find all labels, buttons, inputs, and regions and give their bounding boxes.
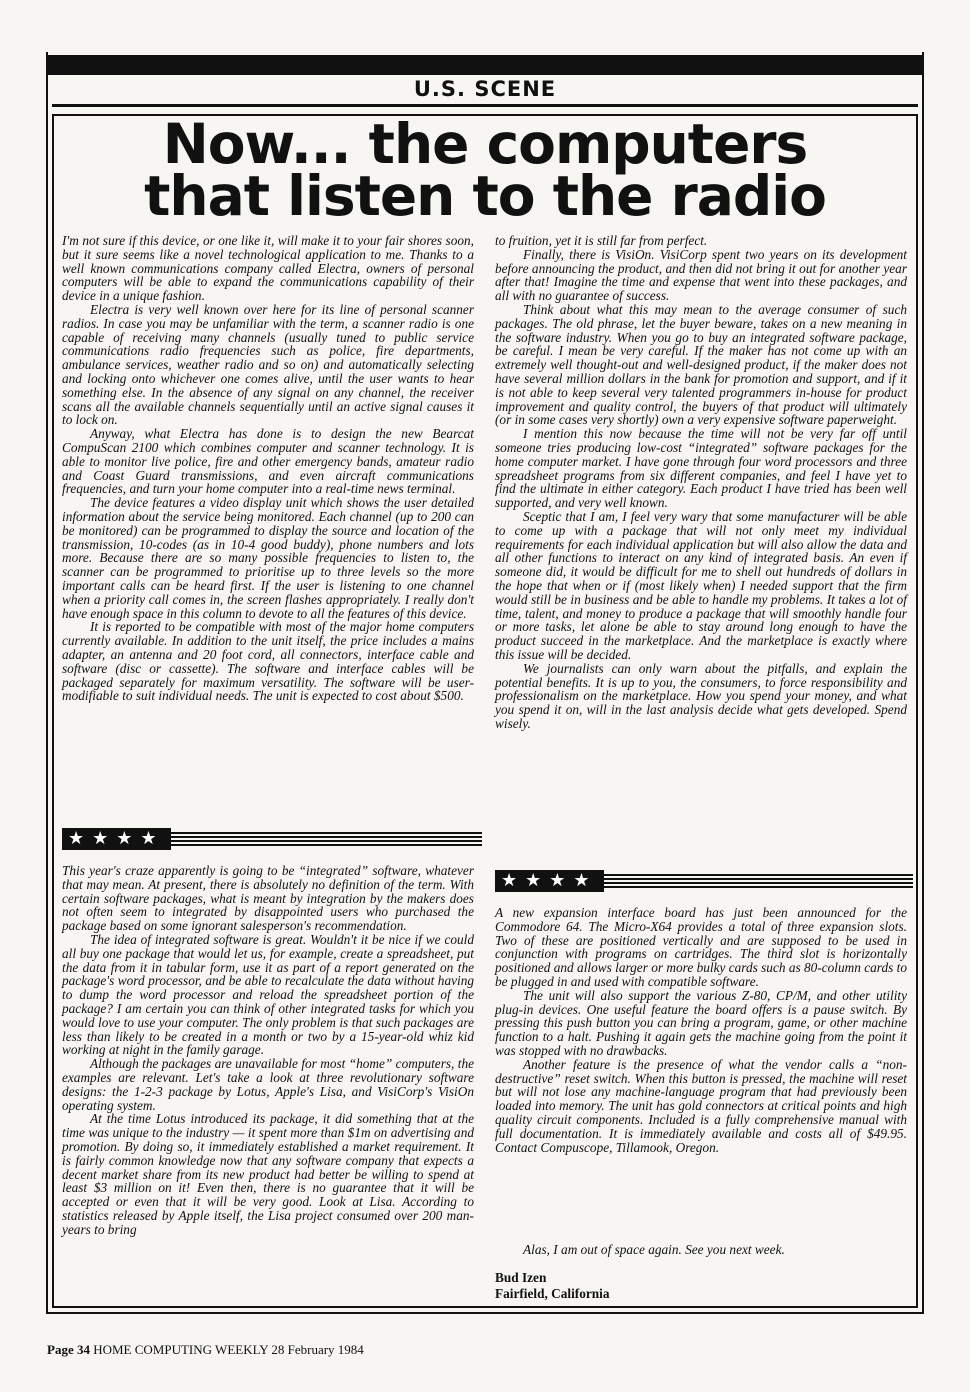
article1-paragraph: It is reported to be compatible with most of the major home computers currently available. In addition to the unit itself, the price includes a mains adapter, an antenna and 20 foot cord, all connectors, interface cable and software (disc or cassette). The software and interface cables will be packaged separately for maximum versatility. The software will be user-modifiable to suit individual needs. The unit is expected to cost about $500. — [62, 619, 474, 704]
article3-column — [495, 906, 907, 1154]
page-footer — [47, 1342, 547, 1358]
article1-paragraph: I'm not sure if this device, or one like it, will make it to your fair shores soon, but it sure seems like a novel technological application to me. Thanks to a well known communications company called Electra, owners of personal computers will be able to expand the communications capability of their device in a unique fashion. — [62, 233, 474, 304]
article3-paragraph: Another feature is the presence of what the vendor calls a “non-destructive” reset switch. When this button is pressed, the machine will reset but will not lose any machine-language program that had previously been loaded into memory. The unit has gold connectors at critical points and high quality circuit components. Included is a fully comprehensive manual with full documentation. It is immediately available and costs all of $49.95. Contact Compuscope, Tillamook, Oregon. — [495, 1056, 907, 1155]
article2-left-column — [62, 864, 474, 1237]
star-divider-right — [495, 870, 913, 892]
author-name: Bud Izen — [495, 1270, 547, 1285]
closing-line: Alas, I am out of space again. See you next week. — [523, 1242, 785, 1257]
publication-info: HOME COMPUTING WEEKLY 28 February 1984 — [93, 1342, 364, 1357]
article2-paragraph: Think about what this may mean to the average consumer of such packages. The old phrase, let the buyer beware, takes on a new meaning in the software industry. When you go to buy an integrated software package, be careful. I mean be very careful. If the maker has not come up with an extremely well thought-out and well-designed product, if the maker does not have several million dollars in the bank for promotion and support, and if it is not able to keep several very talented programmers in-house for product improvement and quality control, the buyers of that product will ultimately (or in some cases very shortly) own a very expensive software paperweight. — [495, 301, 907, 428]
author-location: Fairfield, California — [495, 1286, 610, 1301]
article2-paragraph: to fruition, yet it is still far from perfect. — [495, 233, 708, 248]
author-byline — [495, 1270, 795, 1302]
article3-paragraph: A new expansion interface board has just been announced for the Commodore 64. The Micro-X64 provides a total of three expansion slots. Two of these are positioned vertically and are supposed to be used in conjunction with programs on cartridges. The third slot is horizontally positioned and allows larger or more bulky cards such as 80-column cards to be plugged in and used with compatible software. — [495, 905, 907, 989]
star-divider-left — [62, 828, 482, 850]
article2-paragraph: This year's craze apparently is going to be “integrated” software, whatever that may mean. At present, there is absolutely no definition of the term. With certain software packages, what is meant by integration by the makers does not often seem to integrated by disappointed users who purchased the package based on some ignorant salesperson's recommendation. — [62, 863, 474, 934]
stars-icon: ★★★★ — [62, 828, 171, 850]
stars-icon: ★★★★ — [495, 870, 604, 892]
section-rule — [52, 104, 918, 107]
article1-column — [62, 234, 474, 703]
stripes-decoration — [171, 832, 482, 846]
article2-paragraph: I mention this now because the time will not be very far off until someone tries producing low-cost “integrated” software packages for the home computer market. I have gone through four word processors and three spreadsheet programs from six different companies, and feel I have yet to find the ultimate in either category. Each product I have tried has been well supported, and very well known. — [495, 426, 907, 511]
article1-paragraph: Anyway, what Electra has done is to design the new Bearcat CompuScan 2100 which combines computer and scanner technology. It is able to monitor live police, fire and other emergency bands, amateur radio and Coast Guard transmissions, and even aircraft communications frequencies, and turn your home computer into a real-time news terminal. — [62, 426, 474, 497]
article1-paragraph: Electra is very well known over here for its line of personal scanner radios. In case you may be unfamiliar with the term, a scanner radio is one capable of receiving many channels (usually tuned to public service communications radio frequencies such as police, fire departments, ambulance services, weather radio and so on) and automatically selecting and locking onto whichever one comes alive, until the user wants to hear something else. In the absence of any signal on any channel, the receiver scans all the available channels sequentially until an active signal causes it to lock on. — [62, 301, 474, 428]
article2-paragraph: At the time Lotus introduced its package, it did something that at the time was unique to the industry — it spent more than $1m on advertising and promotion. By doing so, it immediately established a market requirement. It is fairly common knowledge now that any software company that expects a decent market share from its new product had better be willing to spend at least $3 million on it! Even then, there is no guarantee that it will be accepted or even that it will be very good. Look at Lisa. According to statistics released by Apple itself, the Lisa project consumed over 200 man-years to bring — [62, 1111, 474, 1237]
article2-right-column — [495, 234, 907, 731]
article3-paragraph: The unit will also support the various Z-80, CP/M, and other utility plug-in devices. One useful feature the board offers is a pause switch. By pressing this push button you can bring a program, game, or other machine function to a halt. Pushing it again gets the machine going from the point it was stopped with no drawbacks. — [495, 987, 907, 1058]
article2-paragraph: Finally, there is VisiOn. VisiCorp spent two years on its development before announcing the product, and then did not bring it out for another year after that! Imagine the time and expense that went into these packages, and all with no guarantee of success. — [495, 246, 907, 304]
article1-paragraph: The device features a video display unit which shows the user detailed information about the service being monitored. Each channel (up to 200 can be monitored) can be programmed to display the source and location of the transmission, 10-codes (as in 10-4 good buddy), phone numbers and lots more. Because there are so many possible frequencies to listen to, the scanner can be programmed to prioritise up to three levels so the more important calls can be heard first. If the user is listening to one channel when a priority call comes in, the screen flashes appropriately. I really don't have enough space in this column to devote to all the features of this device. — [62, 495, 474, 621]
article2-paragraph: We journalists can only warn about the pitfalls, and explain the potential benefits. It is up to you, the consumers, to force responsibility and professionalism on the marketplace. How you spend your money, and what you spend it on, will in the last analysis decide what gets developed. Spend wisely. — [495, 660, 907, 731]
headline — [60, 112, 910, 228]
article2-paragraph: Although the packages are unavailable for most “home” computers, the examples are relevant. Let's take a look at three revolutionary software designs: the 1-2-3 package by Lotus, Apple's Lisa, and VisiCorp's VisiOn operating system. — [62, 1056, 474, 1113]
page-number: Page 34 — [47, 1342, 90, 1357]
headline-line-1: Now... the computers — [162, 112, 808, 176]
article2-paragraph: The idea of integrated software is great. Wouldn't it be nice if we could all buy one package that would let us, for example, create a spreadsheet, put the data from it in tabular form, use it as part of a report generated on the package's word processor, and be able to recalculate the data without having to dump the word processor and reload the spreadsheet portion of the package? I am certain you can think of other integrated tasks for which you would love to use your computer. The only problem is that such packages are less than likely to be created in a month or two by a 15-year-old whiz kid working at night in the family garage. — [62, 931, 474, 1058]
section-label: U.S. SCENE — [413, 77, 557, 101]
top-banner-bar — [46, 55, 924, 75]
article2-paragraph: Sceptic that I am, I feel very wary that some manufacturer will be able to come up with a package that will not only meet my individual requirements for each individual application but will also allow the data and all other functions to interact on any kind of integrated basis. An even if someone did, it would be difficult for me to shell out hundreds of dollars in the hope that when or if (most likely when) I needed support that the firm would still be in business and be able to handle my problems. It takes a lot of time, talent, and money to produce a package that will smoothly handle four or more tasks, let alone be able to stay around long enough to have the product succeed in the marketplace. And the marketplace is exactly where this issue will be decided. — [495, 508, 907, 662]
headline-line-2: that listen to the radio — [144, 164, 826, 228]
stripes-decoration — [604, 874, 913, 888]
